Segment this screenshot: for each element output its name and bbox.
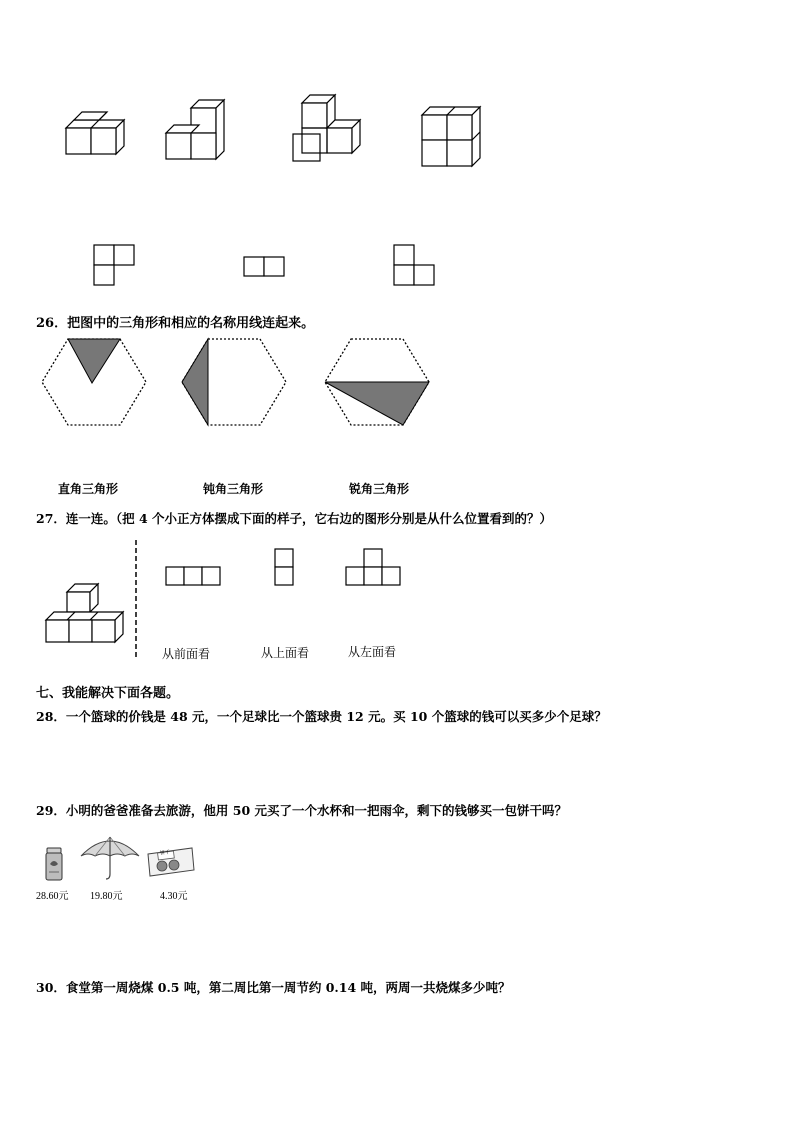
- view-option-row-of-three: [165, 566, 223, 588]
- dashed-divider: [134, 540, 138, 660]
- shaded-triangle-2: [182, 339, 208, 425]
- label-obtuse-triangle: 钝角三角形: [203, 482, 264, 496]
- umbrella-icon: [79, 834, 141, 882]
- view-shape-1: [93, 244, 137, 288]
- shaded-triangle-1: [68, 339, 120, 383]
- section-7-heading: 七、我能解决下面各题。: [36, 686, 180, 701]
- question-30-text: 30．食堂第一周烧煤 0.5 吨，第二周比第一周节约 0.14 吨，两周一共烧煤多少吨？: [36, 980, 511, 995]
- umbrella-price: 19.80元: [90, 891, 123, 902]
- label-top-view: 从上面看: [261, 646, 310, 660]
- cube-stack-figure: [44, 582, 128, 646]
- question-27-text: 27．连一连。（把 4 个小正方体摆成下面的样子，它右边的图形分别是从什么位置看到的？）: [36, 511, 553, 526]
- view-option-t-shape: [345, 548, 405, 588]
- view-shape-3: [393, 244, 437, 288]
- question-29-text: 29．小明的爸爸准备去旅游，他用 50 元买了一个水杯和一把雨伞，剩下的钱够买一包饼干吗？: [36, 803, 567, 818]
- cube-figure-4: [418, 105, 484, 169]
- label-right-triangle: 直角三角形: [58, 482, 119, 496]
- water-cup-price: 28.60元: [36, 891, 69, 902]
- view-shape-2: [243, 256, 287, 278]
- hexagon-figure-2: [180, 336, 290, 430]
- shaded-triangle-3: [325, 382, 429, 425]
- cube-figure-3: [290, 93, 362, 165]
- cube-figure-1: [60, 110, 130, 162]
- biscuit-pack-icon: [146, 846, 196, 878]
- cube-figure-2: [163, 98, 233, 162]
- biscuit-price: 4.30元: [160, 891, 188, 902]
- view-option-column-of-two: [273, 548, 297, 588]
- label-left-view: 从左面看: [348, 645, 397, 659]
- question-28-text: 28．一个篮球的价钱是 48 元，一个足球比一个篮球贵 12 元。买 10 个篮球的钱可以买多少个足球？: [36, 709, 607, 724]
- label-acute-triangle: 锐角三角形: [349, 482, 410, 496]
- biscuit-pack-text: 饼干: [159, 849, 171, 857]
- hexagon-figure-3: [323, 336, 433, 430]
- label-front-view: 从前面看: [162, 647, 211, 661]
- water-cup-icon: [44, 846, 66, 882]
- question-26-text: 26．把图中的三角形和相应的名称用线连起来。: [36, 316, 315, 331]
- hexagon-figure-1: [40, 336, 150, 430]
